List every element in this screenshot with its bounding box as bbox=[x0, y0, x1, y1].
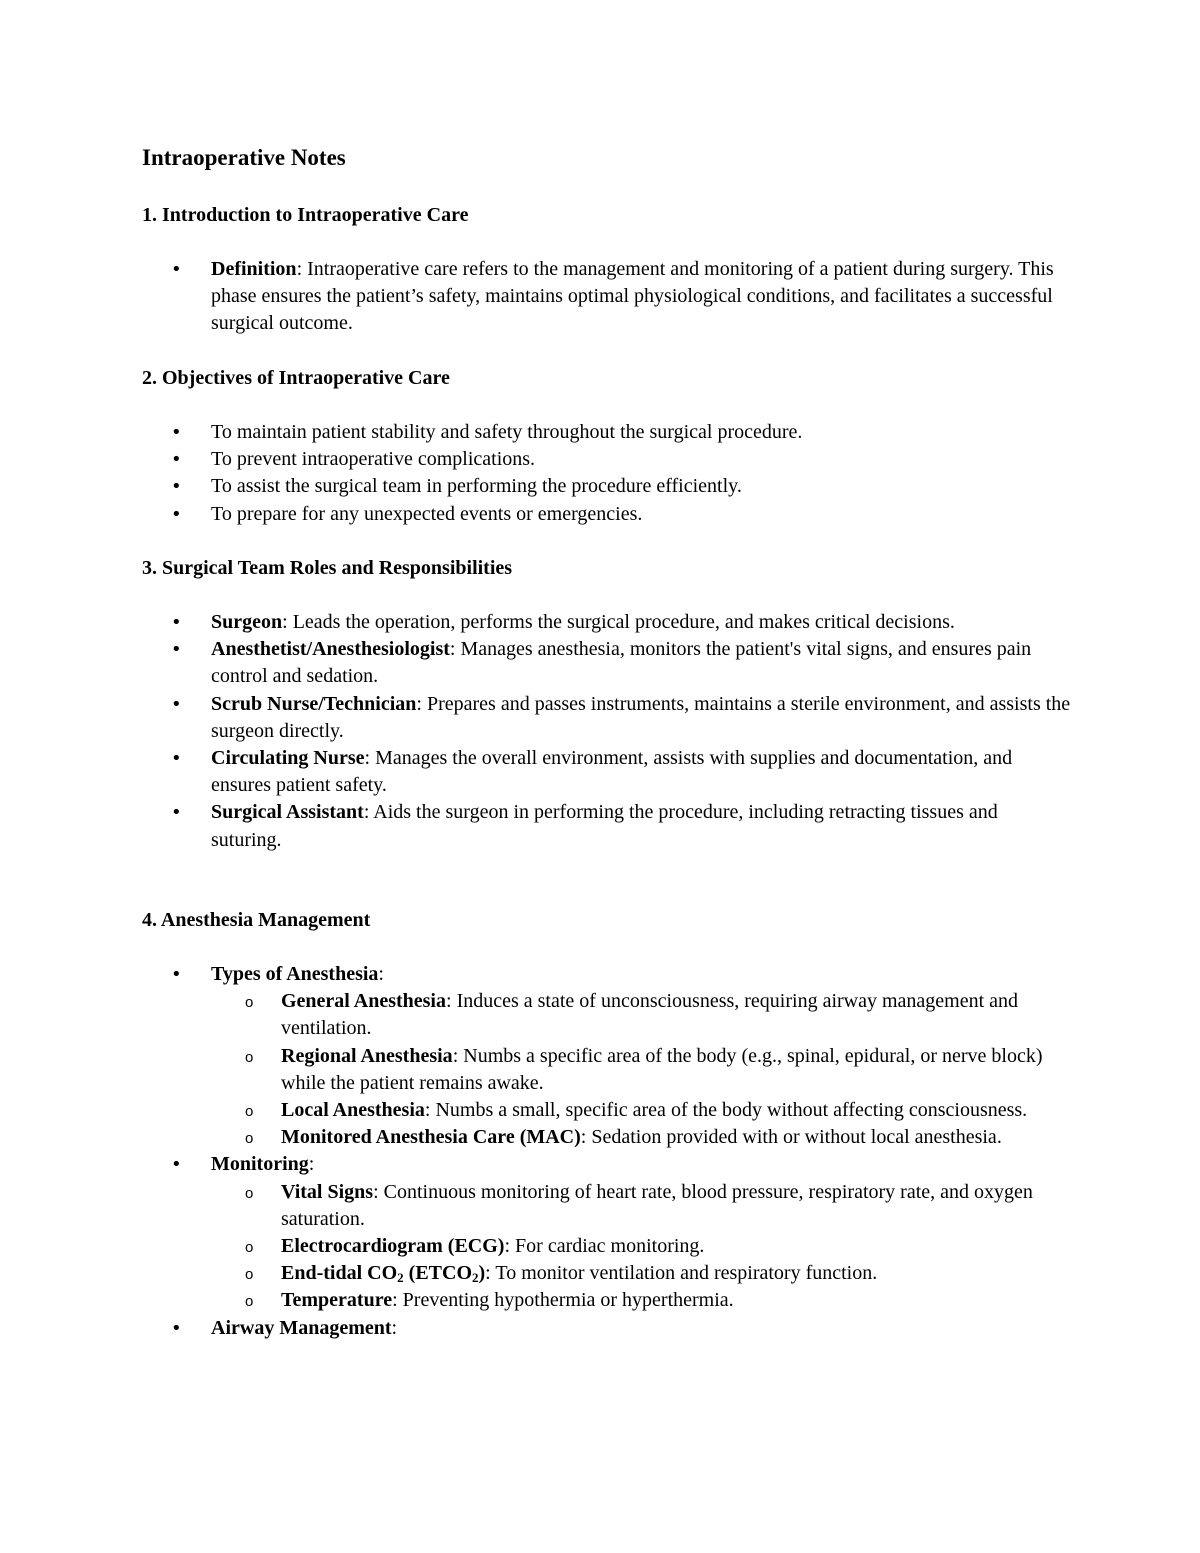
term: General Anesthesia bbox=[281, 990, 446, 1013]
page-title: Intraoperative Notes bbox=[142, 145, 346, 170]
list-item: • To prepare for any unexpected events or emergencies. bbox=[142, 501, 1072, 528]
definition-text: Intraoperative care refers to the management and monitoring of a patient during surgery. This phase ensures the patient’s safety, maintains optimal physiological conditions, and facilitates a successful surgical outcome. bbox=[211, 258, 1054, 335]
section-heading: 2. Objectives of Intraoperative Care bbox=[142, 367, 450, 389]
term-etco2: End-tidal $CO_2$ $(ETCO_2)$ bbox=[281, 1262, 486, 1286]
term: Scrub Nurse/Technician bbox=[211, 692, 417, 715]
bullet-list bbox=[142, 256, 1072, 338]
list-item: • Definition: Intraoperative care refers to the management and monitoring of a patient during surgery. This phase ensures the patient’s safety, maintains optimal physiological conditions, and facilitates a successful surgical outcome. bbox=[142, 256, 1072, 338]
sub-list-item: o Local Anesthesia: Numbs a small, specific area of the body without affecting consciousness. bbox=[209, 1097, 1072, 1124]
list-item-types: • Types of Anesthesia: o General Anesthesia: Induces a state of unconsciousness, requiring airway management and ventilation. o Regional Anesthesia: Numbs a specific area of the body (e.g., spinal, epidural, or nerve block) while the patient remains awake. o Local Anesthesia: Numbs a small, specific area of the body without affecting consciousness. o Monitored Anesthesia Care (MAC): Sedation provided with or without local anesthesia. bbox=[142, 961, 1072, 1151]
list-item: • Surgeon: Leads the operation, performs the surgical procedure, and makes critical decisions. bbox=[142, 609, 1072, 636]
bullet-list bbox=[142, 419, 1072, 528]
bullet-list bbox=[142, 961, 1072, 1342]
term: Electrocardiogram (ECG) bbox=[281, 1235, 505, 1258]
section-introduction bbox=[142, 202, 1072, 338]
term: Airway Management bbox=[211, 1316, 392, 1339]
list-item: • To assist the surgical team in performing the procedure efficiently. bbox=[142, 473, 1072, 500]
list-item: • Circulating Nurse: Manages the overall environment, assists with supplies and documentation, and ensures patient safety. bbox=[142, 745, 1072, 799]
sub-list-item: o Regional Anesthesia: Numbs a specific area of the body (e.g., spinal, epidural, or nerve block) while the patient remains awake. bbox=[209, 1043, 1072, 1097]
term: Types of Anesthesia bbox=[211, 963, 379, 985]
term: Anesthetist/Anesthesiologist bbox=[211, 638, 450, 661]
list-item-airway: • Airway Management: bbox=[142, 1315, 1072, 1342]
term: Local Anesthesia bbox=[281, 1099, 425, 1122]
term: Definition bbox=[211, 258, 297, 280]
term: Circulating Nurse bbox=[211, 747, 365, 770]
section-heading: 1. Introduction to Intraoperative Care bbox=[142, 204, 469, 226]
list-item: • Surgical Assistant: Aids the surgeon in performing the procedure, including retracting tissues and suturing. bbox=[142, 799, 1072, 853]
term: Surgical Assistant bbox=[211, 801, 364, 824]
sub-list-item: o Vital Signs: Continuous monitoring of heart rate, blood pressure, respiratory rate, and oxygen saturation. bbox=[209, 1179, 1072, 1233]
list-item: • Scrub Nurse/Technician: Prepares and passes instruments, maintains a sterile environment, and assists the surgeon directly. bbox=[142, 691, 1072, 745]
list-item: • Anesthetist/Anesthesiologist: Manages anesthesia, monitors the patient's vital signs, and ensures pain control and sedation. bbox=[142, 636, 1072, 690]
term: Vital Signs bbox=[281, 1180, 374, 1203]
section-heading: 4. Anesthesia Management bbox=[142, 909, 371, 931]
section-anesthesia bbox=[142, 907, 1072, 1342]
term: Regional Anesthesia bbox=[281, 1044, 453, 1067]
sub-list bbox=[211, 1179, 1072, 1315]
sub-list-item: o End-tidal $CO_2$ $(ETCO_2)$: To monitor ventilation and respiratory function. bbox=[209, 1260, 1072, 1287]
sub-list-item: o Electrocardiogram (ECG): For cardiac monitoring. bbox=[209, 1233, 1072, 1260]
sub-list-item: o Temperature: Preventing hypothermia or hyperthermia. bbox=[209, 1287, 1072, 1314]
list-item-monitoring: • Monitoring: o Vital Signs: Continuous monitoring of heart rate, blood pressure, respiratory rate, and oxygen saturation. o Electrocardiogram (ECG): For cardiac monitoring. o End-tidal $CO_2$ $(ETCO_2)$: To monitor ventilation and respiratory function. o Temperature: Preventing hypothermia or hyperthermia. bbox=[142, 1151, 1072, 1314]
term: Temperature bbox=[281, 1289, 393, 1312]
section-team-roles bbox=[142, 555, 1072, 854]
list-item: • To prevent intraoperative complications. bbox=[142, 446, 1072, 473]
sub-list bbox=[211, 988, 1072, 1151]
term: Surgeon bbox=[211, 611, 283, 633]
term: Monitoring bbox=[211, 1153, 309, 1176]
section-heading: 3. Surgical Team Roles and Responsibilities bbox=[142, 557, 513, 579]
sub-list-item: o Monitored Anesthesia Care (MAC): Sedation provided with or without local anesthesia. bbox=[209, 1124, 1072, 1151]
bullet-list bbox=[142, 609, 1072, 854]
section-objectives bbox=[142, 365, 1072, 528]
term: Monitored Anesthesia Care (MAC) bbox=[281, 1126, 581, 1149]
list-item: • To maintain patient stability and safety throughout the surgical procedure. bbox=[142, 419, 1072, 446]
sub-list-item: o General Anesthesia: Induces a state of unconsciousness, requiring airway management and ventilation. bbox=[209, 988, 1072, 1042]
